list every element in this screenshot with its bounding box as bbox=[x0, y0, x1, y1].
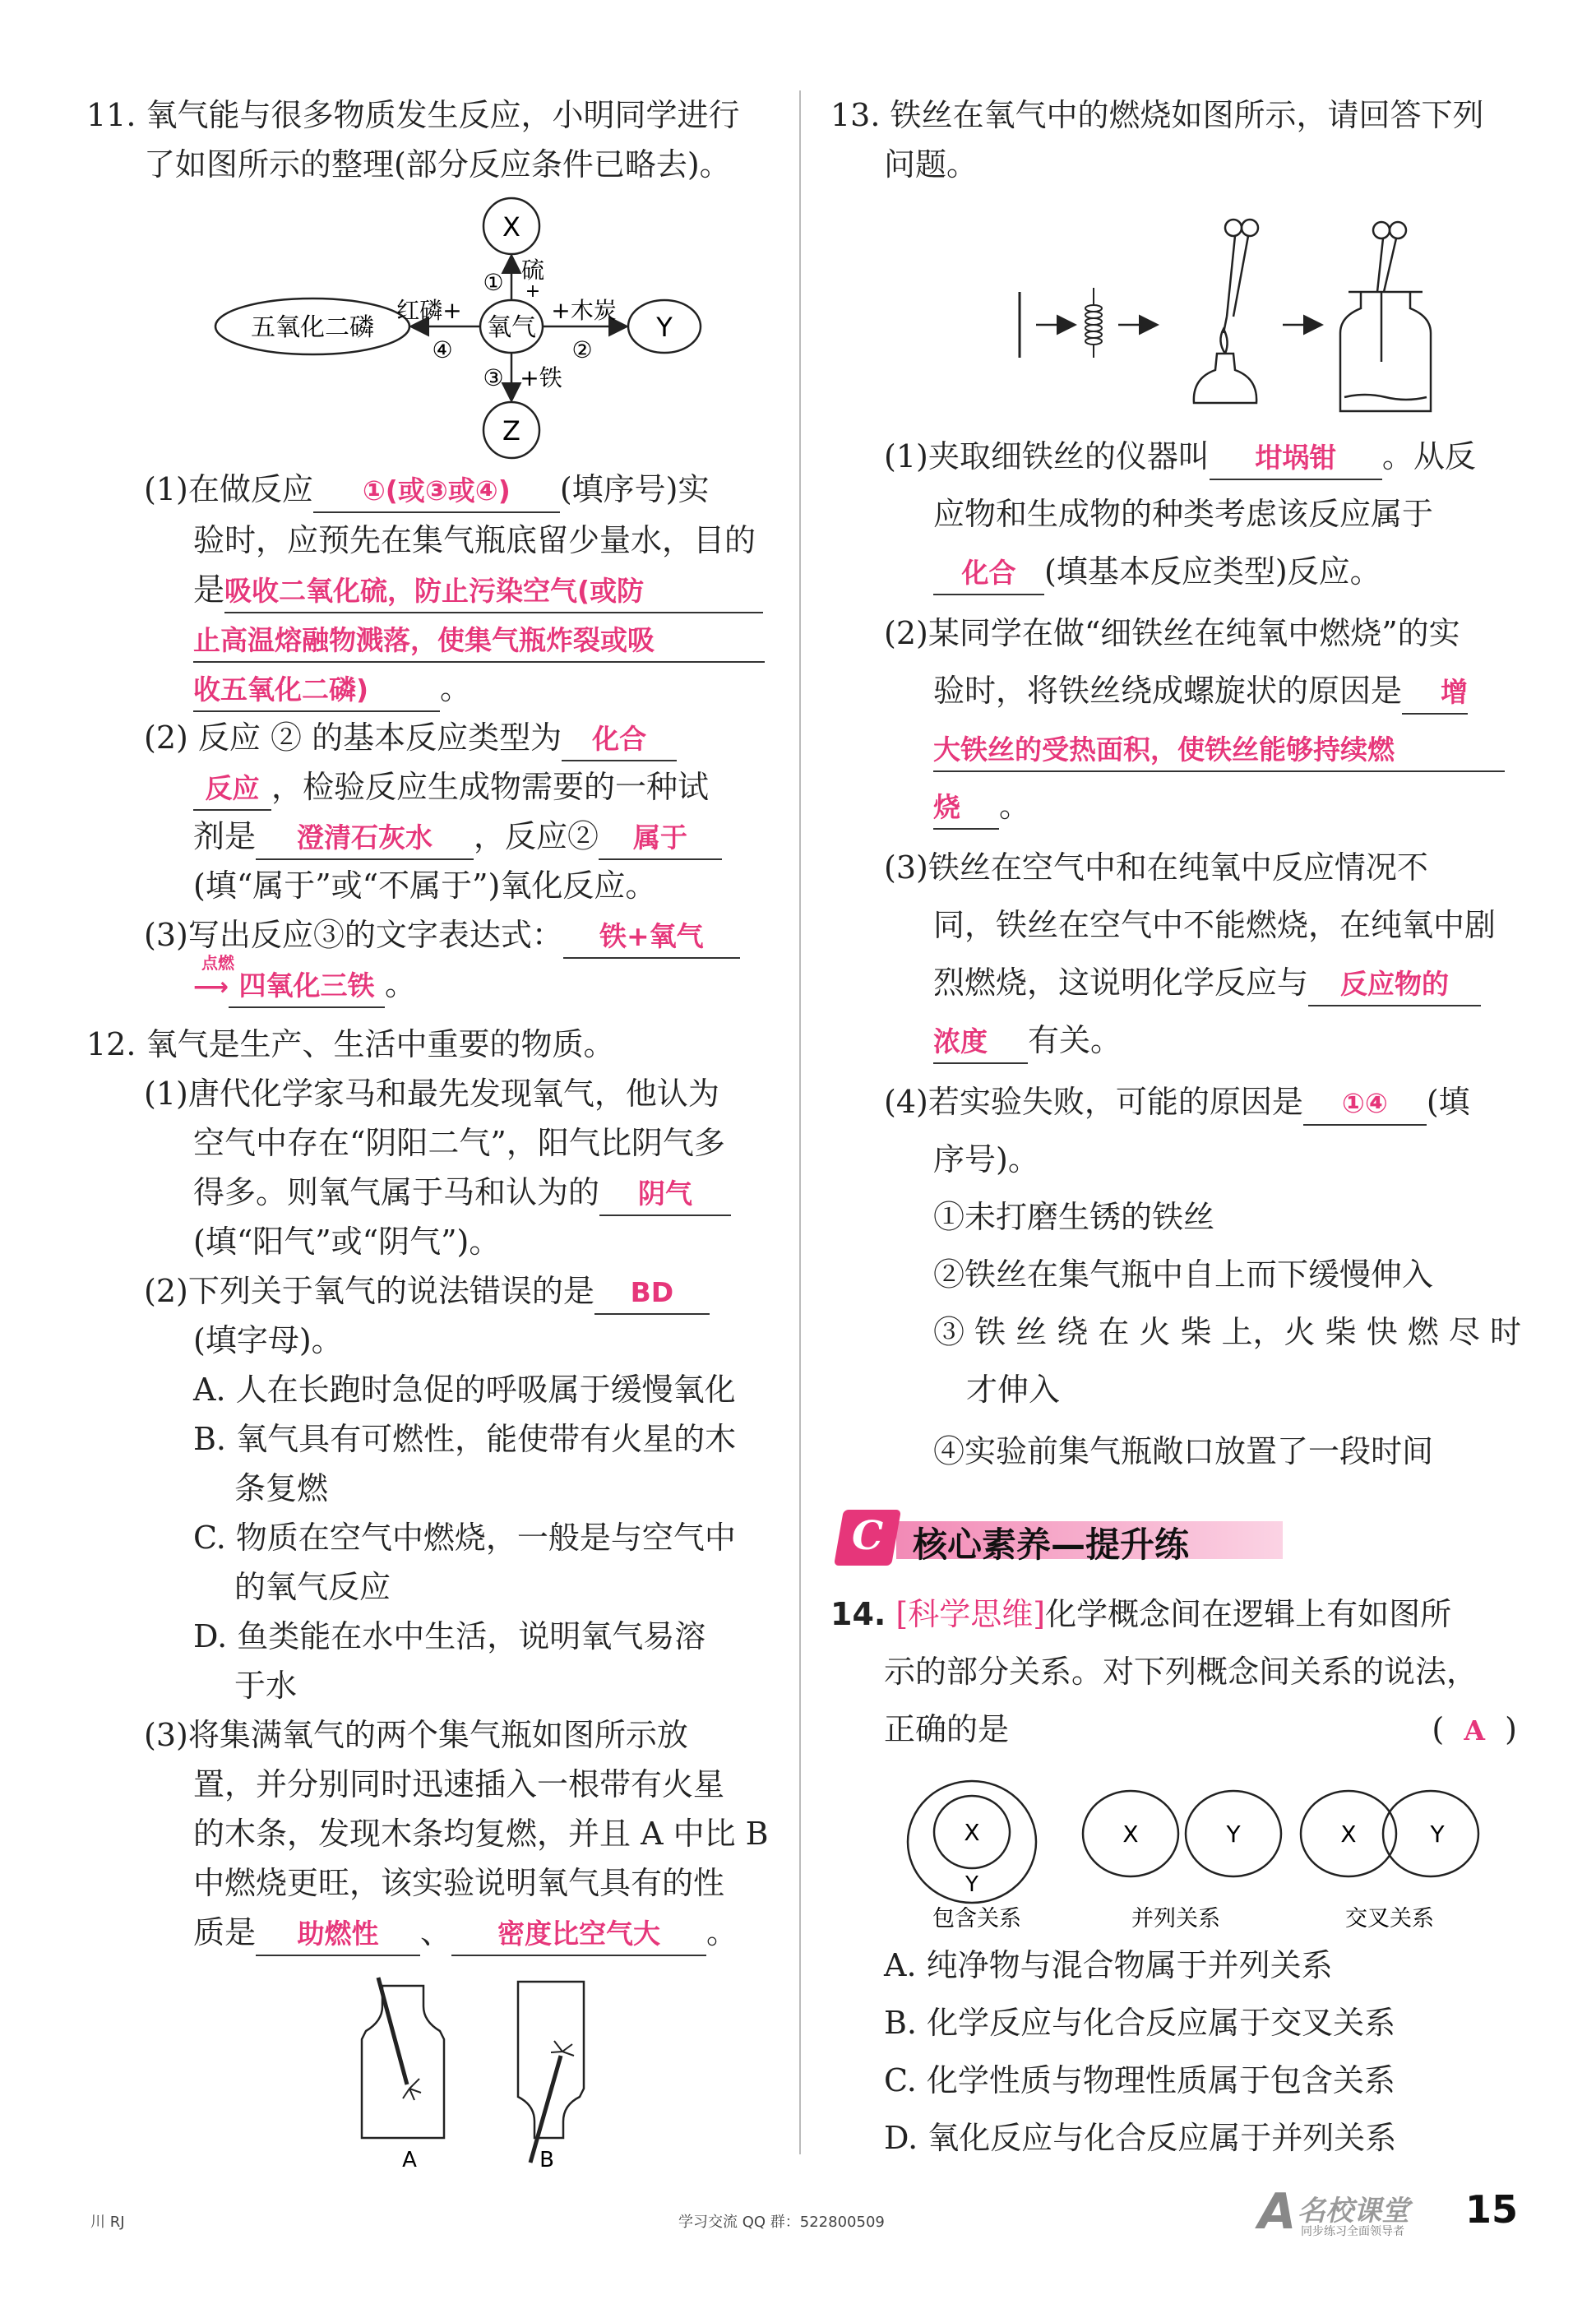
label-charcoal: +木炭 bbox=[551, 297, 617, 324]
par-y: Y bbox=[1226, 1821, 1241, 1848]
q12-p1-line1: (1)唐代化学家马和最先发现氧气，他认为 bbox=[144, 1076, 719, 1112]
caption-inclusion: 包含关系 bbox=[932, 1906, 1021, 1932]
q12-option-b-2: 条复燃 bbox=[234, 1470, 329, 1506]
q13-p4-line2: 序号)。 bbox=[933, 1141, 1039, 1178]
node-z-label: Z bbox=[502, 415, 520, 446]
q12-p3-line1: (3)将集满氧气的两个集气瓶如图所示放 bbox=[144, 1717, 688, 1753]
node-p2o5-label: 五氧化二磷 bbox=[251, 313, 374, 342]
banner-title: 核心素养—提升练 bbox=[913, 1525, 1190, 1565]
label-bottle-b: B bbox=[539, 2148, 554, 2171]
q11-part2-line4: (填“属于”或“不属于”)氧化反应。 bbox=[193, 868, 657, 904]
q13-p2-answer-2: 大铁丝的受热面积，使铁丝能够持续燃 bbox=[933, 729, 1505, 772]
incl-y: Y bbox=[965, 1872, 978, 1897]
q13-p3-line2: 同，铁丝在空气中不能燃烧，在纯氧中剧 bbox=[933, 907, 1497, 943]
q11-part1-line3: 是吸收二氧化硫，防止污染空气(或防 bbox=[193, 569, 763, 613]
crucible-tongs-icon bbox=[1224, 220, 1258, 333]
q12-option-a: A. 人在长跑时急促的呼吸属于缓慢氧化 bbox=[193, 1372, 736, 1408]
label-r4: ④ bbox=[432, 336, 453, 363]
q13-p3-line4: 浓度 有关。 bbox=[933, 1020, 1122, 1064]
q12-gas-bottles-figure bbox=[345, 1973, 625, 2171]
q11-p1-purpose-2: 止高温熔融物溅落，使集气瓶炸裂或吸 bbox=[193, 620, 765, 663]
q12-p3-line5: 质是 助燃性 、 密度比空气大 。 bbox=[193, 1912, 738, 1956]
label-bottle-a: A bbox=[402, 2148, 417, 2171]
q12-option-b-1: B. 氧气具有可燃性，能使带有火星的木 bbox=[193, 1421, 737, 1457]
caption-intersection: 交叉关系 bbox=[1345, 1906, 1434, 1932]
column-divider bbox=[799, 90, 801, 2154]
q14-tag: [科学思维] bbox=[895, 1596, 1046, 1632]
q12-p3-line4: 中燃烧更旺，该实验说明氧气具有的性 bbox=[193, 1865, 725, 1901]
q12-p2-line1: (2)下列关于氧气的说法错误的是 BD bbox=[144, 1270, 710, 1315]
q11-p1-answer: ①(或③或④) bbox=[313, 470, 560, 513]
q13-p3-answer-1: 反应物的 bbox=[1308, 964, 1481, 1006]
q13-p1-answer: 坩埚钳 bbox=[1210, 437, 1382, 480]
q14-option-d: D. 氧化反应与化合反应属于并列关系 bbox=[884, 2120, 1397, 2156]
q12-option-c-2: 的氧气反应 bbox=[234, 1569, 391, 1605]
banner-letter: C bbox=[852, 1513, 884, 1559]
q13-p2-line3 bbox=[933, 728, 1505, 772]
incl-x: X bbox=[964, 1819, 980, 1846]
q11-p3-answer-2: 四氧化三铁 bbox=[229, 965, 385, 1008]
q12-option-d-1: D. 鱼类能在水中生活，说明氧气易溶 bbox=[193, 1618, 706, 1654]
gas-bottle-icon bbox=[1340, 292, 1431, 411]
q13-p1-line3: 化合 (填基本反应类型)反应。 bbox=[933, 551, 1381, 595]
q11-p2-answer-2: 澄清石灰水 bbox=[256, 817, 474, 860]
label-red-p: 红磷+ bbox=[396, 297, 462, 324]
q13-reason-4: ④实验前集气瓶敞口放置了一段时间 bbox=[933, 1433, 1434, 1469]
q13-p2-answer-1: 增 bbox=[1402, 672, 1468, 715]
q11-p1-purpose-3: 收五氧化二磷) bbox=[193, 669, 440, 712]
q11-p1-purpose-1: 吸收二氧化硫，防止污染空气(或防 bbox=[224, 571, 763, 613]
q13-reason-2: ②铁丝在集气瓶中自上而下缓慢伸入 bbox=[933, 1256, 1434, 1293]
q11-p2-answer-1a: 化合 bbox=[562, 719, 677, 761]
q11-part3-line2: 点燃 ⟶ 四氧化三铁 。 bbox=[193, 964, 416, 1021]
q12-p1-line4: (填“阳气”或“阴气”)。 bbox=[193, 1224, 501, 1260]
q14-relation-diagram bbox=[904, 1776, 1513, 1932]
label-sulfur: 硫 bbox=[520, 257, 545, 284]
coiled-wire-icon bbox=[1085, 288, 1102, 358]
bottle-b bbox=[518, 1982, 584, 2138]
q13-p2-line1: (2)某同学在做“细铁丝在纯氧中燃烧”的实 bbox=[884, 615, 1460, 651]
q11-stem-2: 了如图所示的整理(部分反应条件已略去)。 bbox=[144, 146, 731, 183]
label-plus: + bbox=[525, 281, 541, 302]
brand-tagline: 同步练习全面领导者 bbox=[1301, 2225, 1404, 2238]
alcohol-lamp-icon bbox=[1194, 329, 1256, 403]
q13-reason-1: ①未打磨生锈的铁丝 bbox=[933, 1199, 1215, 1235]
q14-answer: A bbox=[1464, 1714, 1485, 1747]
page-number: 15 bbox=[1465, 2187, 1519, 2232]
q11-part1-line1: (1)在做反应 ①(或③或④) (填序号)实 bbox=[144, 469, 709, 513]
q13-p2-line4: 烧 。 bbox=[933, 785, 1030, 830]
q14-stem-2: 示的部分关系。对下列概念间关系的说法， bbox=[884, 1654, 1478, 1690]
q12-p2-answer: BD bbox=[594, 1272, 710, 1315]
q11-p2-answer-1b: 反应 bbox=[193, 768, 271, 811]
q11-part2-line3: 剂是 澄清石灰水 ，反应② 属于 bbox=[193, 816, 722, 860]
q11-p2-answer-3: 属于 bbox=[599, 817, 722, 860]
q11-part2-line1: (2) 反应 ② 的基本反应类型为 化合 bbox=[144, 717, 677, 761]
caption-parallel: 并列关系 bbox=[1131, 1906, 1220, 1932]
q13-p2-line2: 验时，将铁丝绕成螺旋状的原因是 增 bbox=[933, 670, 1468, 715]
q13-p3-line3: 烈燃烧，这说明化学反应与 反应物的 bbox=[933, 962, 1481, 1006]
label-r1: ① bbox=[483, 269, 504, 296]
q12-p3-answer-2: 密度比空气大 bbox=[451, 1913, 706, 1956]
q14-option-b: B. 化学反应与化合反应属于交叉关系 bbox=[884, 2005, 1396, 2041]
label-r2: ② bbox=[571, 336, 593, 363]
brand-logo bbox=[1258, 2183, 1447, 2241]
q13-p4-line1: (4)若实验失败，可能的原因是 ①④ (填 bbox=[884, 1081, 1470, 1126]
q11-part1-line4 bbox=[193, 618, 765, 663]
q13-reason-3a: ③ 铁 丝 绕 在 火 柴 上，火 柴 快 燃 尽 时 bbox=[933, 1314, 1521, 1350]
q12-option-c-1: C. 物质在空气中燃烧，一般是与空气中 bbox=[193, 1520, 736, 1556]
q13-p3-answer-2: 浓度 bbox=[933, 1021, 1028, 1064]
q11-part2-line2: 反应 ，检验反应生成物需要的一种试 bbox=[193, 766, 709, 811]
q13-p1-line1: (1)夹取细铁丝的仪器叫 坩埚钳 。从反 bbox=[884, 436, 1476, 480]
q12-p2-line2: (填字母)。 bbox=[193, 1322, 343, 1358]
q14-option-a: A. 纯净物与混合物属于并列关系 bbox=[884, 1947, 1333, 1983]
q13-p4-answer: ①④ bbox=[1303, 1083, 1427, 1126]
q13-stem-1: 13. 铁丝在氧气中的燃烧如图所示，请回答下列 bbox=[830, 97, 1484, 133]
par-x: X bbox=[1122, 1821, 1139, 1848]
q12-p1-line2: 空气中存在“阴阳二气”，阳气比阴气多 bbox=[193, 1125, 725, 1161]
q12-p3-line2: 置，并分别同时迅速插入一根带有火星 bbox=[193, 1766, 725, 1802]
q11-part3-line1: (3)写出反应③的文字表达式： 铁+氧气 bbox=[144, 914, 740, 959]
q14-option-c: C. 化学性质与物理性质属于包含关系 bbox=[884, 2062, 1395, 2098]
cross-x: X bbox=[1340, 1821, 1357, 1848]
q11-part1-line5: 收五氧化二磷) 。 bbox=[193, 668, 471, 712]
q13-p2-answer-3: 烧 bbox=[933, 787, 999, 830]
q11-part1-line2: 验时，应预先在集气瓶底留少量水，目的 bbox=[193, 522, 756, 558]
q13-stem-2: 问题。 bbox=[884, 146, 978, 183]
q13-reason-3b: 才伸入 bbox=[966, 1372, 1061, 1408]
footer-edition: 川 RJ bbox=[90, 2214, 125, 2231]
q12-p1-answer: 阴气 bbox=[599, 1173, 731, 1216]
q13-p3-line1: (3)铁丝在空气中和在纯氧中反应情况不 bbox=[884, 849, 1428, 886]
q12-p3-line3: 的木条，发现木条均复燃，并且 A 中比 B bbox=[193, 1816, 769, 1852]
q11-p3-answer-1: 铁+氧气 bbox=[563, 916, 740, 959]
q14-answer-bracket: ( A ) bbox=[1432, 1711, 1517, 1747]
footer-qq-group: 学习交流 QQ 群：522800509 bbox=[678, 2214, 885, 2231]
q11-p3-condition: 点燃 bbox=[201, 953, 234, 973]
node-oxygen-label: 氧气 bbox=[487, 313, 536, 342]
spark-b-icon bbox=[551, 2041, 574, 2056]
q14-stem-3: 正确的是 ( A ) bbox=[884, 1709, 1517, 1750]
splint-b bbox=[530, 2056, 561, 2163]
node-y-label: Y bbox=[656, 312, 673, 343]
q12-p1-line3: 得多。则氧气属于马和认为的 阴气 bbox=[193, 1172, 731, 1216]
q13-p1-line2: 应物和生成物的种类考虑该反应属于 bbox=[933, 496, 1434, 532]
splint-a bbox=[378, 1978, 407, 2084]
label-iron: +铁 bbox=[520, 364, 562, 391]
label-r3: ③ bbox=[483, 364, 504, 391]
brand-name: 名校课堂 bbox=[1298, 2195, 1409, 2228]
brand-a-icon: A bbox=[1258, 2183, 1297, 2241]
q13-iron-wire-figure bbox=[1011, 210, 1505, 419]
q11-stem-1: 11. 氧气能与很多物质发生反应，小明同学进行 bbox=[86, 97, 740, 133]
q12-stem: 12. 氧气是生产、生活中重要的物质。 bbox=[86, 1026, 615, 1062]
q11-reaction-diagram bbox=[214, 193, 740, 465]
cross-y: Y bbox=[1430, 1821, 1445, 1848]
node-x-label: X bbox=[502, 211, 520, 243]
q14-stem-1: 14. [科学思维]化学概念间在逻辑上有如图所 bbox=[830, 1596, 1452, 1632]
crucible-tongs-2-icon bbox=[1373, 222, 1406, 292]
q13-p1-answer-2: 化合 bbox=[933, 553, 1044, 595]
q12-p3-answer-1: 助燃性 bbox=[256, 1913, 420, 1956]
section-banner bbox=[830, 1510, 1283, 1566]
q12-option-d-2: 于水 bbox=[234, 1668, 298, 1704]
